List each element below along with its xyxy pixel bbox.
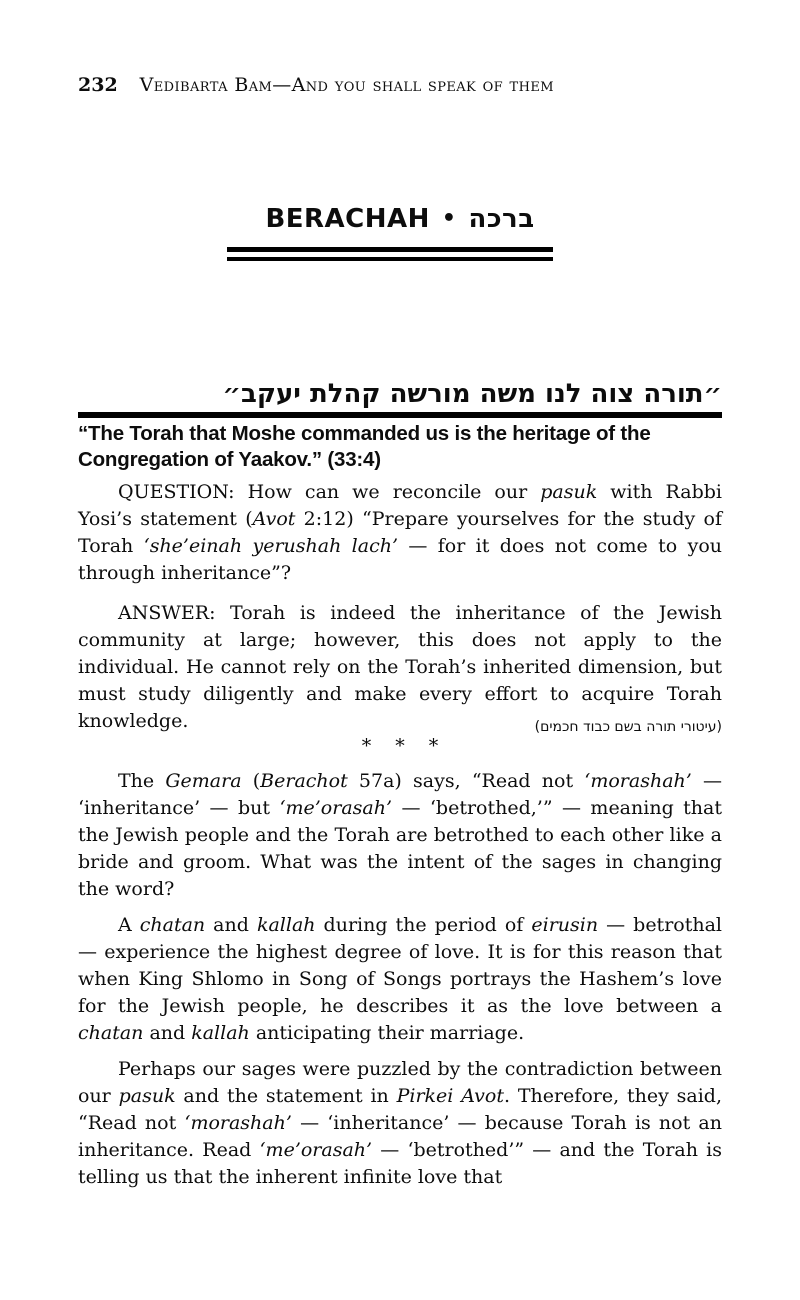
heading-rule xyxy=(78,412,722,418)
commentary-paragraph: Perhaps our sages were puzzled by the contradiction between our pasuk and the statement in Pirkei Avot. Therefore, they said, “Read not ‘morashah’ — ‘inheritance’ — because Torah is not an inheritance. Read ‘me’orasah’ — ‘betrothed’” — and the Torah is telling us that the inherent infinite love that xyxy=(78,1058,722,1188)
verse-translation-heading: “The Torah that Moshe commanded us is the heritage of the Congregation of Yaakov.” (33:4) xyxy=(78,422,651,471)
asterisk-separator: * * * xyxy=(361,735,439,757)
hebrew-source-citation: (עיטורי תורה בשם כבוד חכמים) xyxy=(534,719,722,735)
body-text xyxy=(78,479,722,1191)
running-title: Vedibarta Bam—And you shall speak of them xyxy=(139,74,554,96)
rule-bottom xyxy=(227,257,553,261)
page-header xyxy=(78,74,722,96)
bullet-separator: • xyxy=(441,206,457,231)
commentary-paragraph: The Gemara (Berachot 57a) says, “Read not ‘morashah’ — ‘inheritance’ — but ‘me’orasah’ — ‘betrothed,’” — meaning that the Jewish people and the Torah are betrothed to each other like a bride and groom. What was the intent of the sages in changing the word? xyxy=(78,770,722,900)
page-number: 232 xyxy=(78,74,118,96)
section-title xyxy=(0,204,800,234)
section-title-hebrew: ברכה xyxy=(468,204,535,234)
double-rule xyxy=(227,247,553,261)
question-paragraph: QUESTION: How can we reconcile our pasuk with Rabbi Yosi’s statement (Avot 2:12) “Prepare yourselves for the study of Torah ‘she’einah yerushah lach’ — for it does not come to you through inheritance”? xyxy=(78,481,722,584)
section-title-english: BERACHAH xyxy=(265,204,430,234)
hebrew-verse-heading: ״תורה צוה לנו משה מורשה קהלת יעקב״ xyxy=(222,379,722,409)
commentary-paragraph: A chatan and kallah during the period of eirusin — betrothal — experience the highest degree of love. It is for this reason that when King Shlomo in Song of Songs portrays the Hashem’s love for the Jewish people, he describes it as the love between a chatan and kallah anticipating their marriage. xyxy=(78,914,722,1044)
answer-paragraph: ANSWER: Torah is indeed the inheritance of the Jewish community at large; however, this does not apply to the individual. He cannot rely on the Torah’s inherited dimension, but must study diligently and make every effort to acquire Torah knowledge. xyxy=(78,602,722,732)
